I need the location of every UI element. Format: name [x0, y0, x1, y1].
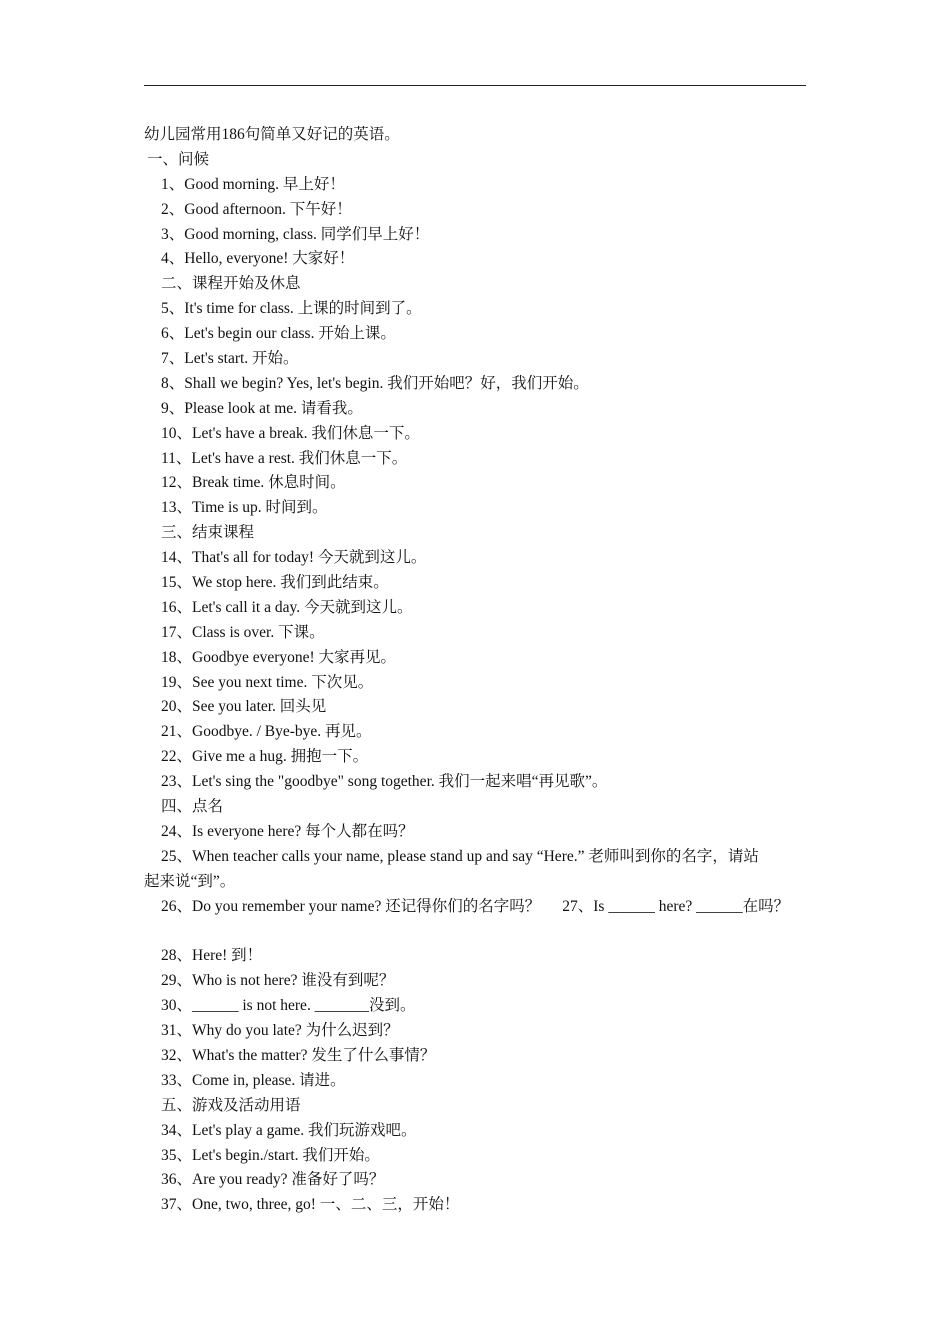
list-item: 29、Who is not here? 谁没有到呢？ — [161, 972, 395, 990]
header-rule — [144, 85, 806, 86]
section-heading-roll-call: 四、点名 — [161, 798, 224, 816]
list-item: 33、Come in, please. 请进。 — [161, 1071, 346, 1089]
document-body — [144, 123, 820, 1218]
list-item: 3、Good morning, class. 同学们早上好！ — [161, 225, 430, 243]
document-title: 幼儿园常用186句简单又好记的英语。 — [144, 126, 400, 143]
list-item: 23、Let's sing the "goodbye" song together. 我们一起来唱“再见歌”。 — [161, 773, 608, 791]
list-item: 12、Break time. 休息时间。 — [161, 474, 346, 492]
list-item: 2、Good afternoon. 下午好！ — [161, 200, 352, 218]
list-item: 4、Hello, everyone! 大家好！ — [161, 250, 355, 268]
list-item: 34、Let's play a game. 我们玩游戏吧。 — [161, 1121, 417, 1139]
list-item: 10、Let's have a break. 我们休息一下。 — [161, 424, 420, 442]
list-item: 5、It's time for class. 上课的时间到了。 — [161, 300, 422, 318]
list-item: 36、Are you ready? 准备好了吗？ — [161, 1171, 385, 1189]
list-item: 1、Good morning. 早上好！ — [161, 175, 345, 193]
list-item: 14、That's all for today! 今天就到这儿。 — [161, 549, 427, 567]
list-item: 31、Why do you late? 为什么迟到？ — [161, 1022, 399, 1040]
list-item: 21、Goodbye. / Bye-bye. 再见。 — [161, 723, 372, 741]
list-item: 11、Let's have a rest. 我们休息一下。 — [161, 449, 408, 467]
list-item: 35、Let's begin./start. 我们开始。 — [161, 1146, 380, 1164]
list-item-continuation: 起来说“到”。 — [144, 872, 236, 890]
section-heading-end-class: 三、结束课程 — [161, 524, 255, 542]
section-heading-greeting: 一、问候 — [147, 150, 210, 168]
blank-line — [144, 920, 820, 945]
list-item: 28、Here! 到！ — [161, 947, 263, 965]
list-item: 37、One, two, three, go! 一、二、三，开始！ — [161, 1196, 460, 1214]
list-item-pair — [144, 895, 820, 920]
list-item: 20、See you later. 回头见 — [161, 698, 327, 716]
list-item: 9、Please look at me. 请看我。 — [161, 399, 363, 417]
list-item: 8、Shall we begin? Yes, let's begin. 我们开始吧？好，我们开始。 — [161, 374, 589, 392]
list-item: 27、Is ______ here? ______在吗？ — [562, 897, 790, 915]
section-heading-start-rest: 二、课程开始及休息 — [161, 275, 301, 293]
section-heading-games: 五、游戏及活动用语 — [161, 1096, 301, 1114]
list-item: 22、Give me a hug. 拥抱一下。 — [161, 748, 369, 766]
list-item: 19、See you next time. 下次见。 — [161, 673, 374, 691]
list-item: 13、Time is up. 时间到。 — [161, 499, 328, 517]
list-item: 25、When teacher calls your name, please stand up and say “Here.” 老师叫到你的名字，请站 — [161, 847, 759, 865]
list-item: 24、Is everyone here? 每个人都在吗？ — [161, 822, 414, 840]
list-item: 16、Let's call it a day. 今天就到这儿。 — [161, 598, 413, 616]
list-item: 32、What's the matter? 发生了什么事情？ — [161, 1046, 436, 1064]
list-item: 17、Class is over. 下课。 — [161, 623, 325, 641]
list-item: 18、Goodbye everyone! 大家再见。 — [161, 648, 397, 666]
list-item: 7、Let's start. 开始。 — [161, 350, 299, 368]
list-item: 15、We stop here. 我们到此结束。 — [161, 574, 389, 592]
list-item: 30、______ is not here. _______没到。 — [161, 997, 416, 1015]
list-item: 6、Let's begin our class. 开始上课。 — [161, 325, 396, 343]
list-item: 26、Do you remember your name? 还记得你们的名字吗？ — [161, 897, 541, 915]
